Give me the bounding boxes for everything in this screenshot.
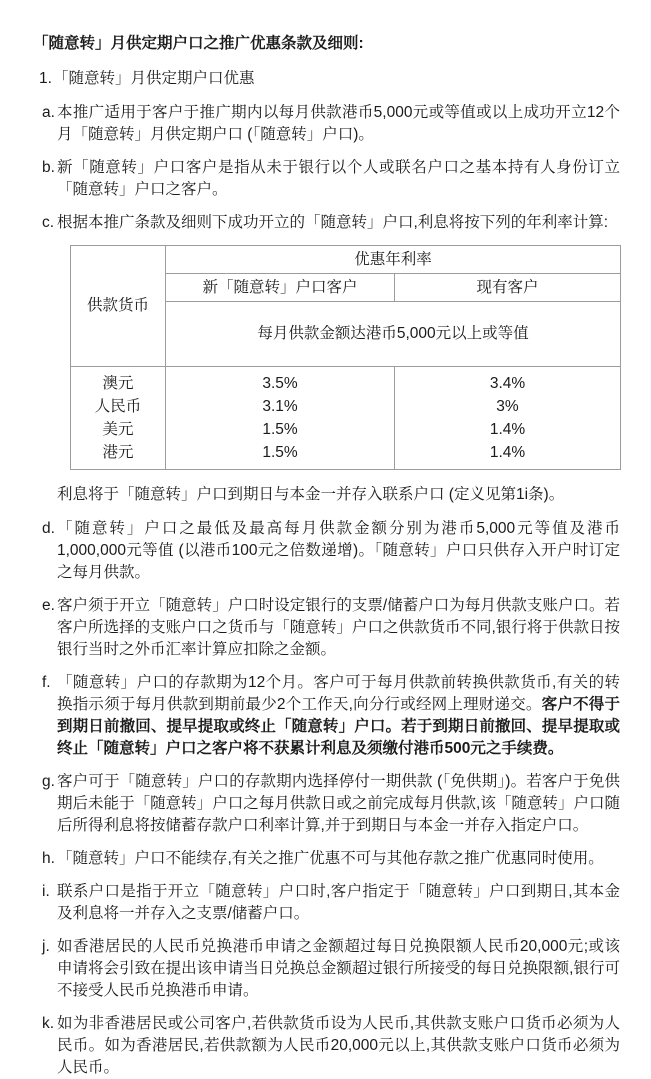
item-text: 「随意转」户口不能续存,有关之推广优惠不可与其他存款之推广优惠同时使用。 bbox=[57, 850, 604, 867]
item-marker: k. bbox=[42, 1015, 55, 1032]
currency-value: 澳元 bbox=[102, 375, 134, 392]
item-text: 客户须于开立「随意转」户口时设定银行的支票/储蓄户口为每月供款支账户口。若客户所选择的支账户口之货币与「随意转」户口之供款货币不同,银行将于供款日按银行当时之外币汇率计算应扣除之金额。 bbox=[57, 597, 620, 658]
term-item-c bbox=[42, 212, 620, 234]
item-marker: e. bbox=[42, 597, 55, 614]
item-text: 如为非香港居民或公司客户,若供款货币设为人民币,其供款支账户口货币必须为人民币。如为香港居民,若供款额为人民币20,000元以上,其供款支账户口货币必须为人民币。 bbox=[57, 1015, 620, 1076]
table-header-new-customer: 新「随意转」户口客户 bbox=[166, 274, 395, 302]
interest-rate-table bbox=[70, 245, 621, 470]
term-item-i bbox=[42, 881, 620, 925]
term-item-g bbox=[42, 771, 620, 837]
item-marker: c. bbox=[42, 214, 55, 231]
section-number: 1. bbox=[39, 70, 52, 87]
existing-customer-rate-cell bbox=[395, 367, 621, 470]
table-header-promo-rate: 优惠年利率 bbox=[166, 246, 621, 274]
rate-value: 3.5% bbox=[262, 375, 298, 392]
rate-value: 3.1% bbox=[262, 398, 298, 415]
term-item-h bbox=[42, 848, 620, 870]
item-marker: i. bbox=[42, 883, 50, 900]
term-item-b bbox=[42, 157, 620, 201]
item-marker: a. bbox=[42, 104, 55, 121]
section-title: 「随意转」月供定期户口优惠 bbox=[53, 70, 255, 87]
item-marker: f. bbox=[42, 674, 51, 691]
rate-value: 1.5% bbox=[262, 444, 298, 461]
rate-value: 1.4% bbox=[489, 444, 526, 461]
page-title: 「随意转」月供定期户口之推广优惠条款及细则: bbox=[33, 35, 364, 52]
item-marker: b. bbox=[42, 159, 55, 176]
item-text: 「随意转」户口之最低及最高每月供款金额分别为港币5,000元等值及港币1,000,000元等值 (以港币100元之倍数递增)。「随意转」户口只供存入开户时订定之每月供款。 bbox=[57, 520, 620, 581]
rate-value: 3.4% bbox=[489, 375, 526, 392]
term-item-a bbox=[42, 102, 620, 146]
item-text: 「随意转」户口的存款期为12个月。客户可于每月供款前转换供款货币,有关的转换指示须于每月供款到期前最少2个工作天,向分行或经网上理财递交。 bbox=[57, 674, 620, 713]
table-subheader-monthly-amount: 每月供款金额达港币5,000元以上或等值 bbox=[166, 302, 621, 367]
item-text: 新「随意转」户口客户是指从未于银行以个人或联名户口之基本持有人身份订立「随意转」户口之客户。 bbox=[57, 159, 620, 198]
rate-value: 1.5% bbox=[262, 421, 298, 438]
term-item-d bbox=[42, 518, 620, 584]
currency-value: 美元 bbox=[102, 421, 134, 438]
item-text: 如香港居民的人民币兑换港币申请之金额超过每日兑换限额人民币20,000元;或该申请将会引致在提出该申请当日兑换总金额超过银行所接受的每日兑换限额,银行可不接受人民币兑换港币申请。 bbox=[57, 938, 620, 999]
item-marker: h. bbox=[42, 850, 55, 867]
item-marker: d. bbox=[42, 520, 55, 537]
currency-value: 港元 bbox=[102, 444, 134, 461]
item-text: 联系户口是指于开立「随意转」户口时,客户指定于「随意转」户口到期日,其本金及利息将一并存入之支票/储蓄户口。 bbox=[57, 883, 620, 922]
item-text: 客户可于「随意转」户口的存款期内选择停付一期供款 (「免供期」)。若客户于免供期后未能于「随意转」户口之每月供款日或之前完成每月供款,该「随意转」户口随后所得利息将按储蓄存款户口利率计算,并于到期日与本金一并存入指定户口。 bbox=[57, 773, 620, 834]
term-item-j bbox=[42, 936, 620, 1002]
table-header-currency: 供款货币 bbox=[71, 246, 166, 367]
term-item-e bbox=[42, 595, 620, 661]
section-1-heading bbox=[39, 68, 651, 90]
new-customer-rate-cell bbox=[166, 367, 395, 470]
table-note: 利息将于「随意转」户口到期日与本金一并存入联系户口 (定义见第1i条)。 bbox=[57, 486, 565, 503]
term-item-f bbox=[42, 672, 620, 760]
item-text: 根据本推广条款及细则下成功开立的「随意转」户口,利息将按下列的年利率计算: bbox=[57, 214, 609, 231]
item-marker: g. bbox=[42, 773, 55, 790]
table-header-existing-customer: 现有客户 bbox=[395, 274, 621, 302]
item-text: 本推广适用于客户于推广期内以每月供款港币5,000元或等值或以上成功开立12个月「随意转」月供定期户口 (「随意转」户口)。 bbox=[57, 104, 620, 143]
item-marker: j. bbox=[42, 938, 50, 955]
item-text-bold: 客户不得于到期日前撤回、提早提取或终止「随意转」户口。若于到期日前撤回、提早提取或终止「随意转」户口之客户将不获累计利息及须缴付港币500元之手续费。 bbox=[57, 696, 620, 757]
rate-value: 3% bbox=[496, 398, 519, 415]
rate-value: 1.4% bbox=[489, 421, 526, 438]
currency-cell bbox=[71, 367, 166, 470]
currency-value: 人民币 bbox=[94, 398, 142, 415]
term-item-k bbox=[42, 1013, 620, 1079]
